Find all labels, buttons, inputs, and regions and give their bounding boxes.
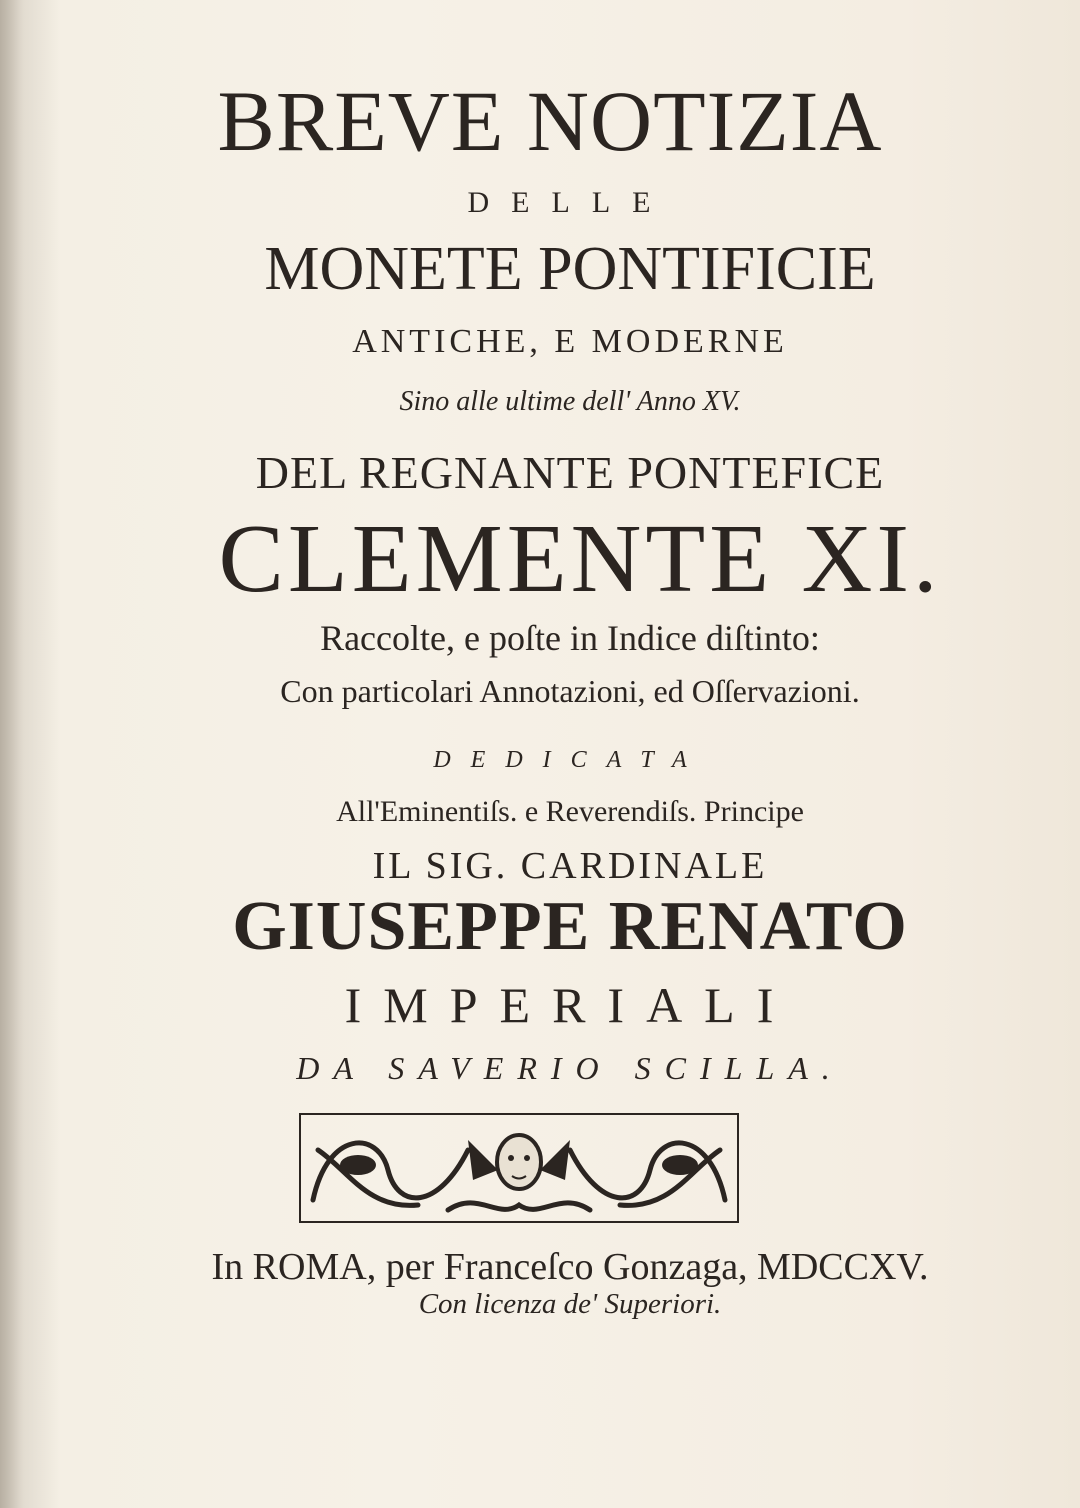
pope-intro: DEL REGNANTE PONTEFICE	[255, 447, 885, 498]
dedicatee-title: IL SIG. CARDINALE	[372, 845, 768, 887]
dedicata: DEDICATA	[433, 747, 707, 773]
qualifier: ANTICHE, E MODERNE	[352, 323, 788, 360]
title: BREVE NOTIZIA	[217, 73, 883, 169]
description-1: Raccolte, e poſte in Indice diſtinto:	[320, 618, 820, 658]
dedicatee-surname: IMPERIALI	[344, 977, 796, 1033]
cherub-face	[497, 1135, 541, 1189]
woodcut-ornament	[298, 1110, 740, 1226]
subject: MONETE PONTIFICIE	[264, 235, 876, 303]
license: Con licenza de' Superiori.	[418, 1288, 722, 1320]
delle: DELLE	[467, 186, 673, 219]
binding-edge	[0, 0, 60, 1508]
description-2: Con particolari Annotazioni, ed Oſſervazioni.	[280, 673, 860, 709]
author: DA SAVERIO SCILLA.	[296, 1050, 844, 1086]
dedicatee-intro: All'Eminentiſs. e Reverendiſs. Principe	[336, 795, 804, 828]
scope: Sino alle ultime dell' Anno XV.	[399, 386, 741, 417]
pope-name: CLEMENTE XI.	[218, 505, 942, 613]
dedicatee-name: GIUSEPPE RENATO	[232, 888, 908, 965]
imprint: In ROMA, per Franceſco Gonzaga, MDCCXV.	[211, 1246, 929, 1288]
